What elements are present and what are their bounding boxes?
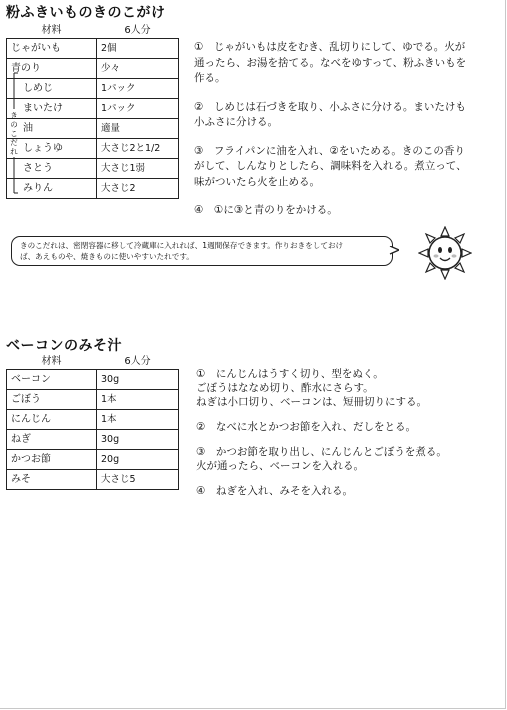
table-header-row: [7, 355, 179, 370]
table-header-row: [7, 24, 179, 39]
ingredient-name: かつお節: [7, 450, 97, 470]
step-line: ① じゃがいもは皮をむき、乱切りにして、ゆでる。火が: [194, 41, 466, 53]
ingredient-name: ごぼう: [7, 390, 97, 410]
servings-header: 6人分: [97, 24, 179, 39]
sauce-group-label: き の こ だ れ: [10, 111, 18, 156]
step-1: [194, 40, 467, 87]
ingredient-qty: 適量: [97, 119, 179, 139]
recipe1-steps: [194, 40, 467, 232]
ingredient-row: [7, 139, 179, 159]
note-line: ば、あえものや、焼きものに使いやすいたれです。: [20, 252, 194, 261]
ingredient-qty: 30g: [97, 430, 179, 450]
ingredient-row: [7, 99, 179, 119]
step-line: ② なべに水とかつお節を入れ、だしをとる。: [196, 421, 417, 433]
ingredient-row: [7, 39, 179, 59]
step-line: ① にんじんはうすく切り、型をぬく。: [196, 368, 384, 380]
ingredient-name: ねぎ: [7, 430, 97, 450]
ingredient-name: ベーコン: [7, 370, 97, 390]
step-2: [196, 420, 447, 434]
ingredient-row: [7, 79, 179, 99]
recipe2-ingredients-table: [6, 355, 179, 490]
ingredient-qty: 1パック: [97, 99, 179, 119]
ingredient-qty: 大さじ5: [97, 470, 179, 490]
material-header: 材料: [7, 355, 97, 370]
step-line: ねぎは小口切り、ベーコンは、短冊切りにする。: [196, 396, 427, 408]
ingredient-qty: 少々: [97, 59, 179, 79]
recipe1-title: 粉ふきいものきのこがけ: [6, 5, 166, 21]
ingredient-qty: 大さじ2と1/2: [97, 139, 179, 159]
ingredient-row: [7, 390, 179, 410]
ingredient-name: まいたけ: [7, 99, 97, 119]
ingredient-qty: 20g: [97, 450, 179, 470]
speech-tail-icon: [389, 246, 399, 256]
step-1: [196, 367, 447, 409]
step-4: [196, 484, 447, 498]
ingredient-name: じゃがいも: [7, 39, 97, 59]
ingredient-name: みりん: [7, 179, 97, 199]
step-line: ③ フライパンに油を入れ、②をいためる。きのこの香り: [194, 144, 465, 157]
ingredient-qty: 2個: [97, 39, 179, 59]
step-line: ③ かつお節を取り出し、にんじんとごぼうを煮る。: [196, 446, 447, 458]
ingredient-name: みそ: [7, 470, 97, 490]
ingredient-qty: 30g: [97, 370, 179, 390]
ingredient-row: [7, 59, 179, 79]
ingredient-name: にんじん: [7, 410, 97, 430]
ingredient-name: しょうゆ: [7, 139, 97, 159]
step-line: 作る。: [194, 72, 226, 84]
ingredient-row: [7, 410, 179, 430]
ingredient-row: [7, 179, 179, 199]
step-line: ② しめじは石づきを取り、小ふさに分ける。まいたけも: [194, 100, 466, 113]
step-line: ④ ①に③と青のりをかける。: [194, 204, 338, 216]
ingredient-name: 油: [7, 119, 97, 139]
recipe2-title: ベーコンのみそ汁: [6, 338, 122, 354]
step-4: [194, 203, 467, 219]
step-line: 火が通ったら、ベーコンを入れる。: [196, 460, 364, 472]
ingredient-row: [7, 430, 179, 450]
ingredient-row: [7, 119, 179, 139]
ingredient-name: 青のり: [7, 59, 97, 79]
ingredient-row: [7, 159, 179, 179]
material-header: 材料: [7, 24, 97, 39]
smiling-sun-icon: [418, 226, 472, 280]
storage-note: [11, 236, 393, 266]
ingredient-qty: 1パック: [97, 79, 179, 99]
ingredient-qty: 大さじ1弱: [97, 159, 179, 179]
note-line: きのこだれは、密閉容器に移して冷蔵庫に入れれば、1週間保存できます。作りおきをしておけ: [20, 241, 344, 250]
ingredient-name: しめじ: [7, 79, 97, 99]
ingredient-name: さとう: [7, 159, 97, 179]
sauce-group-bracket: [6, 69, 22, 197]
ingredient-row: [7, 370, 179, 390]
step-line: がして、しんなりとしたら、調味料を入れる。煮立って、: [194, 160, 467, 172]
step-line: 小ふさに分ける。: [194, 116, 278, 128]
ingredient-row: [7, 470, 179, 490]
recipe1-ingredients-table: [6, 24, 179, 199]
step-3: [194, 144, 467, 191]
ingredient-qty: 大さじ2: [97, 179, 179, 199]
recipe2-steps: [196, 367, 447, 511]
ingredient-qty: 1本: [97, 390, 179, 410]
step-3: [196, 445, 447, 473]
step-line: 味がついたら火を止める。: [194, 175, 320, 188]
step-2: [194, 100, 467, 131]
ingredient-row: [7, 450, 179, 470]
servings-header: 6人分: [97, 355, 179, 370]
step-line: ごぼうはななめ切り、酢水にさらす。: [196, 382, 374, 394]
step-line: 通ったら、お湯を捨てる。なべをゆすって、粉ふきいもを: [194, 56, 467, 69]
ingredient-qty: 1本: [97, 410, 179, 430]
step-line: ④ ねぎを入れ、みそを入れる。: [196, 485, 354, 497]
